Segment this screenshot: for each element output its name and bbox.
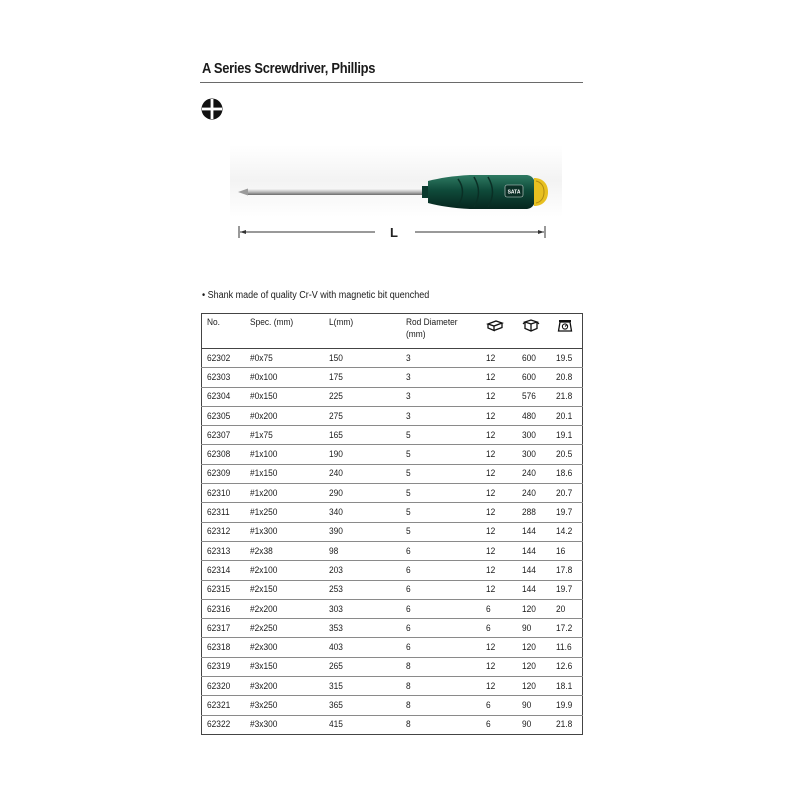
cell-inner-box-qty: 12 bbox=[481, 445, 517, 464]
table-row bbox=[202, 677, 583, 696]
cell-rod-diameter: 3 bbox=[401, 368, 481, 387]
cell-weight: 14.2 bbox=[551, 522, 583, 541]
cell-inner-box-qty: 6 bbox=[481, 599, 517, 618]
cell-length: 150 bbox=[324, 349, 401, 368]
table-row bbox=[202, 619, 583, 638]
cell-inner-box-qty: 12 bbox=[481, 561, 517, 580]
cell-length: 225 bbox=[324, 387, 401, 406]
cell-carton-qty: 600 bbox=[517, 368, 551, 387]
cell-length: 203 bbox=[324, 561, 401, 580]
cell-carton-qty: 120 bbox=[517, 677, 551, 696]
screwdriver-image bbox=[230, 143, 562, 243]
table-row bbox=[202, 368, 583, 387]
cell-length: 365 bbox=[324, 696, 401, 715]
cell-spec: #1x300 bbox=[245, 522, 324, 541]
cell-length: 265 bbox=[324, 657, 401, 676]
cell-weight: 16 bbox=[551, 541, 583, 560]
cell-spec: #1x100 bbox=[245, 445, 324, 464]
table-row bbox=[202, 445, 583, 464]
cell-rod-diameter: 5 bbox=[401, 484, 481, 503]
cell-no: 62302 bbox=[202, 349, 245, 368]
cell-no: 62314 bbox=[202, 561, 245, 580]
cell-inner-box-qty: 12 bbox=[481, 349, 517, 368]
cell-length: 175 bbox=[324, 368, 401, 387]
cell-inner-box-qty: 12 bbox=[481, 580, 517, 599]
cell-no: 62309 bbox=[202, 464, 245, 483]
cell-length: 240 bbox=[324, 464, 401, 483]
cell-length: 315 bbox=[324, 677, 401, 696]
cell-length: 340 bbox=[324, 503, 401, 522]
cell-carton-qty: 300 bbox=[517, 445, 551, 464]
cell-weight: 12.6 bbox=[551, 657, 583, 676]
header-carton bbox=[517, 314, 551, 349]
table-row bbox=[202, 696, 583, 715]
cell-carton-qty: 600 bbox=[517, 349, 551, 368]
table-row bbox=[202, 426, 583, 445]
cell-no: 62312 bbox=[202, 522, 245, 541]
cell-length: 253 bbox=[324, 580, 401, 599]
header-rod-diameter: Rod Diameter (mm) bbox=[401, 314, 481, 349]
cell-carton-qty: 240 bbox=[517, 464, 551, 483]
cell-carton-qty: 144 bbox=[517, 580, 551, 599]
cell-no: 62315 bbox=[202, 580, 245, 599]
cell-no: 62320 bbox=[202, 677, 245, 696]
cell-weight: 20.8 bbox=[551, 368, 583, 387]
cell-spec: #0x100 bbox=[245, 368, 324, 387]
spec-table-body bbox=[202, 349, 583, 735]
header-no: No. bbox=[202, 314, 245, 349]
cell-carton-qty: 300 bbox=[517, 426, 551, 445]
cell-weight: 19.1 bbox=[551, 426, 583, 445]
cell-weight: 18.1 bbox=[551, 677, 583, 696]
cell-carton-qty: 120 bbox=[517, 638, 551, 657]
cell-inner-box-qty: 12 bbox=[481, 406, 517, 425]
phillips-cross-icon bbox=[201, 98, 223, 120]
cell-carton-qty: 90 bbox=[517, 715, 551, 734]
cell-spec: #1x250 bbox=[245, 503, 324, 522]
cell-carton-qty: 90 bbox=[517, 619, 551, 638]
cell-length: 353 bbox=[324, 619, 401, 638]
cell-no: 62322 bbox=[202, 715, 245, 734]
cell-rod-diameter: 3 bbox=[401, 349, 481, 368]
length-dimension-label: L bbox=[390, 225, 398, 240]
table-row bbox=[202, 541, 583, 560]
cell-no: 62311 bbox=[202, 503, 245, 522]
cell-inner-box-qty: 12 bbox=[481, 426, 517, 445]
cell-carton-qty: 120 bbox=[517, 599, 551, 618]
cell-inner-box-qty: 12 bbox=[481, 638, 517, 657]
cell-carton-qty: 144 bbox=[517, 561, 551, 580]
cell-weight: 19.5 bbox=[551, 349, 583, 368]
cell-rod-diameter: 6 bbox=[401, 599, 481, 618]
cell-no: 62304 bbox=[202, 387, 245, 406]
spec-table bbox=[201, 313, 583, 735]
cell-rod-diameter: 6 bbox=[401, 580, 481, 599]
cell-carton-qty: 144 bbox=[517, 522, 551, 541]
cell-spec: #1x75 bbox=[245, 426, 324, 445]
cell-length: 98 bbox=[324, 541, 401, 560]
cell-length: 390 bbox=[324, 522, 401, 541]
cell-rod-diameter: 5 bbox=[401, 503, 481, 522]
table-row bbox=[202, 484, 583, 503]
cell-spec: #3x200 bbox=[245, 677, 324, 696]
cell-inner-box-qty: 12 bbox=[481, 677, 517, 696]
header-inner-box bbox=[481, 314, 517, 349]
cell-carton-qty: 120 bbox=[517, 657, 551, 676]
cell-inner-box-qty: 12 bbox=[481, 522, 517, 541]
cell-spec: #2x100 bbox=[245, 561, 324, 580]
cell-no: 62313 bbox=[202, 541, 245, 560]
header-spec: Spec. (mm) bbox=[245, 314, 324, 349]
cell-length: 190 bbox=[324, 445, 401, 464]
cell-no: 62307 bbox=[202, 426, 245, 445]
cell-spec: #1x150 bbox=[245, 464, 324, 483]
cell-carton-qty: 288 bbox=[517, 503, 551, 522]
page-title: A Series Screwdriver, Phillips bbox=[202, 60, 376, 77]
cell-rod-diameter: 8 bbox=[401, 715, 481, 734]
cell-inner-box-qty: 6 bbox=[481, 715, 517, 734]
cell-length: 290 bbox=[324, 484, 401, 503]
cell-carton-qty: 240 bbox=[517, 484, 551, 503]
cell-no: 62319 bbox=[202, 657, 245, 676]
cell-inner-box-qty: 6 bbox=[481, 696, 517, 715]
cell-rod-diameter: 5 bbox=[401, 522, 481, 541]
cell-spec: #0x150 bbox=[245, 387, 324, 406]
cell-no: 62308 bbox=[202, 445, 245, 464]
cell-spec: #0x75 bbox=[245, 349, 324, 368]
cell-weight: 20.1 bbox=[551, 406, 583, 425]
cell-no: 62317 bbox=[202, 619, 245, 638]
cell-no: 62318 bbox=[202, 638, 245, 657]
table-row bbox=[202, 503, 583, 522]
cell-length: 403 bbox=[324, 638, 401, 657]
cell-carton-qty: 576 bbox=[517, 387, 551, 406]
table-row bbox=[202, 580, 583, 599]
table-row bbox=[202, 349, 583, 368]
feature-bullet: • Shank made of quality Cr-V with magnetic bit quenched bbox=[202, 290, 430, 301]
table-row bbox=[202, 406, 583, 425]
cell-rod-diameter: 5 bbox=[401, 464, 481, 483]
cell-rod-diameter: 8 bbox=[401, 657, 481, 676]
cell-weight: 17.8 bbox=[551, 561, 583, 580]
cell-spec: #3x150 bbox=[245, 657, 324, 676]
cell-spec: #0x200 bbox=[245, 406, 324, 425]
table-header-row bbox=[202, 314, 583, 349]
table-row bbox=[202, 638, 583, 657]
table-row bbox=[202, 561, 583, 580]
cell-rod-diameter: 8 bbox=[401, 677, 481, 696]
cell-spec: #3x250 bbox=[245, 696, 324, 715]
cell-rod-diameter: 3 bbox=[401, 387, 481, 406]
cell-inner-box-qty: 12 bbox=[481, 368, 517, 387]
cell-weight: 20 bbox=[551, 599, 583, 618]
cell-weight: 20.7 bbox=[551, 484, 583, 503]
cell-rod-diameter: 5 bbox=[401, 426, 481, 445]
cell-no: 62310 bbox=[202, 484, 245, 503]
cell-no: 62305 bbox=[202, 406, 245, 425]
weight-icon bbox=[556, 318, 574, 332]
table-row bbox=[202, 387, 583, 406]
inner-box-icon bbox=[486, 318, 504, 332]
cell-length: 415 bbox=[324, 715, 401, 734]
header-weight bbox=[551, 314, 583, 349]
svg-text:SATA: SATA bbox=[507, 189, 521, 196]
cell-no: 62303 bbox=[202, 368, 245, 387]
cell-spec: #2x300 bbox=[245, 638, 324, 657]
cell-spec: #2x38 bbox=[245, 541, 324, 560]
cell-carton-qty: 144 bbox=[517, 541, 551, 560]
cell-length: 165 bbox=[324, 426, 401, 445]
cell-inner-box-qty: 12 bbox=[481, 464, 517, 483]
cell-rod-diameter: 6 bbox=[401, 638, 481, 657]
cell-spec: #2x200 bbox=[245, 599, 324, 618]
cell-inner-box-qty: 12 bbox=[481, 657, 517, 676]
cell-inner-box-qty: 12 bbox=[481, 541, 517, 560]
cell-rod-diameter: 6 bbox=[401, 561, 481, 580]
cell-inner-box-qty: 12 bbox=[481, 387, 517, 406]
table-row bbox=[202, 464, 583, 483]
cell-weight: 21.8 bbox=[551, 387, 583, 406]
cell-rod-diameter: 3 bbox=[401, 406, 481, 425]
cell-length: 303 bbox=[324, 599, 401, 618]
table-row bbox=[202, 599, 583, 618]
cell-weight: 19.9 bbox=[551, 696, 583, 715]
cell-weight: 17.2 bbox=[551, 619, 583, 638]
cell-weight: 20.5 bbox=[551, 445, 583, 464]
header-length: L(mm) bbox=[324, 314, 401, 349]
cell-inner-box-qty: 6 bbox=[481, 619, 517, 638]
cell-weight: 19.7 bbox=[551, 503, 583, 522]
cell-weight: 21.8 bbox=[551, 715, 583, 734]
table-row bbox=[202, 522, 583, 541]
cell-rod-diameter: 6 bbox=[401, 541, 481, 560]
title-divider bbox=[200, 82, 583, 83]
table-row bbox=[202, 715, 583, 734]
cell-no: 62316 bbox=[202, 599, 245, 618]
cell-carton-qty: 480 bbox=[517, 406, 551, 425]
cell-spec: #2x150 bbox=[245, 580, 324, 599]
cell-spec: #3x300 bbox=[245, 715, 324, 734]
cell-weight: 19.7 bbox=[551, 580, 583, 599]
cell-inner-box-qty: 12 bbox=[481, 503, 517, 522]
cell-spec: #1x200 bbox=[245, 484, 324, 503]
cell-rod-diameter: 5 bbox=[401, 445, 481, 464]
carton-icon bbox=[522, 318, 540, 332]
cell-carton-qty: 90 bbox=[517, 696, 551, 715]
cell-inner-box-qty: 12 bbox=[481, 484, 517, 503]
table-row bbox=[202, 657, 583, 676]
cell-no: 62321 bbox=[202, 696, 245, 715]
cell-weight: 18.6 bbox=[551, 464, 583, 483]
cell-length: 275 bbox=[324, 406, 401, 425]
cell-weight: 11.6 bbox=[551, 638, 583, 657]
cell-spec: #2x250 bbox=[245, 619, 324, 638]
cell-rod-diameter: 8 bbox=[401, 696, 481, 715]
cell-rod-diameter: 6 bbox=[401, 619, 481, 638]
